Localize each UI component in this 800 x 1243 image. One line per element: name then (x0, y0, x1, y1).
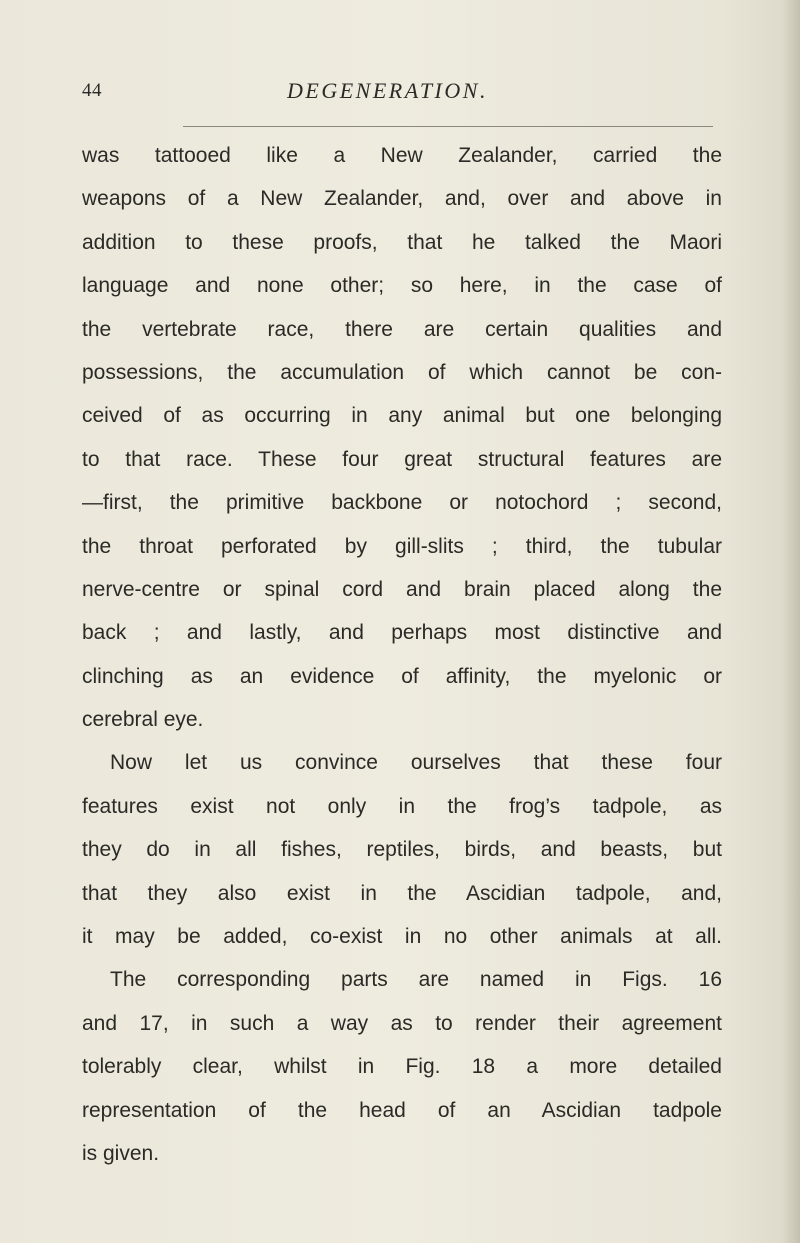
page-header (0, 78, 800, 108)
text-line: the vertebrate race, there are certain qualities and (82, 317, 722, 341)
text-line: and 17, in such a way as to render their agreement (82, 1011, 722, 1035)
text-line: tolerably clear, whilst in Fig. 18 a more detailed (82, 1055, 722, 1079)
text-line: language and none other; so here, in the case of (82, 274, 722, 298)
text-line: to that race. These four great structural features are (82, 447, 722, 471)
text-line: weapons of a New Zealander, and, over and above in (82, 187, 722, 211)
text-line: —first, the primitive backbone or notochord ; second, (82, 491, 722, 515)
text-line: Now let us convince ourselves that these four (110, 751, 722, 775)
page-edge-shadow (782, 0, 800, 1243)
text-line: ceived of as occurring in any animal but one belonging (82, 404, 722, 428)
text-line: it may be added, co-exist in no other animals at all. (82, 925, 722, 949)
text-line: they do in all fishes, reptiles, birds, and beasts, but (82, 838, 722, 862)
page-number: 44 (82, 80, 102, 101)
text-line: is given. (82, 1141, 160, 1165)
text-line: possessions, the accumulation of which cannot be con- (82, 360, 722, 384)
text-line: the throat perforated by gill-slits ; third, the tubular (82, 534, 722, 558)
text-line: features exist not only in the frog’s tadpole, as (82, 794, 722, 818)
text-line: The corresponding parts are named in Figs. 16 (110, 968, 722, 992)
text-line: cerebral eye. (82, 708, 204, 732)
text-line: representation of the head of an Ascidian tadpole (82, 1098, 722, 1122)
text-line: that they also exist in the Ascidian tadpole, and, (82, 881, 722, 905)
running-head: DEGENERATION. (287, 78, 488, 103)
header-rule (183, 126, 713, 127)
body-text (82, 134, 722, 1175)
text-line: nerve-centre or spinal cord and brain placed along the (82, 577, 722, 601)
text-line: addition to these proofs, that he talked the Maori (82, 230, 722, 254)
text-line: clinching as an evidence of affinity, the myelonic or (82, 664, 722, 688)
text-line: was tattooed like a New Zealander, carried the (82, 144, 722, 167)
text-line: back ; and lastly, and perhaps most distinctive and (82, 621, 722, 645)
